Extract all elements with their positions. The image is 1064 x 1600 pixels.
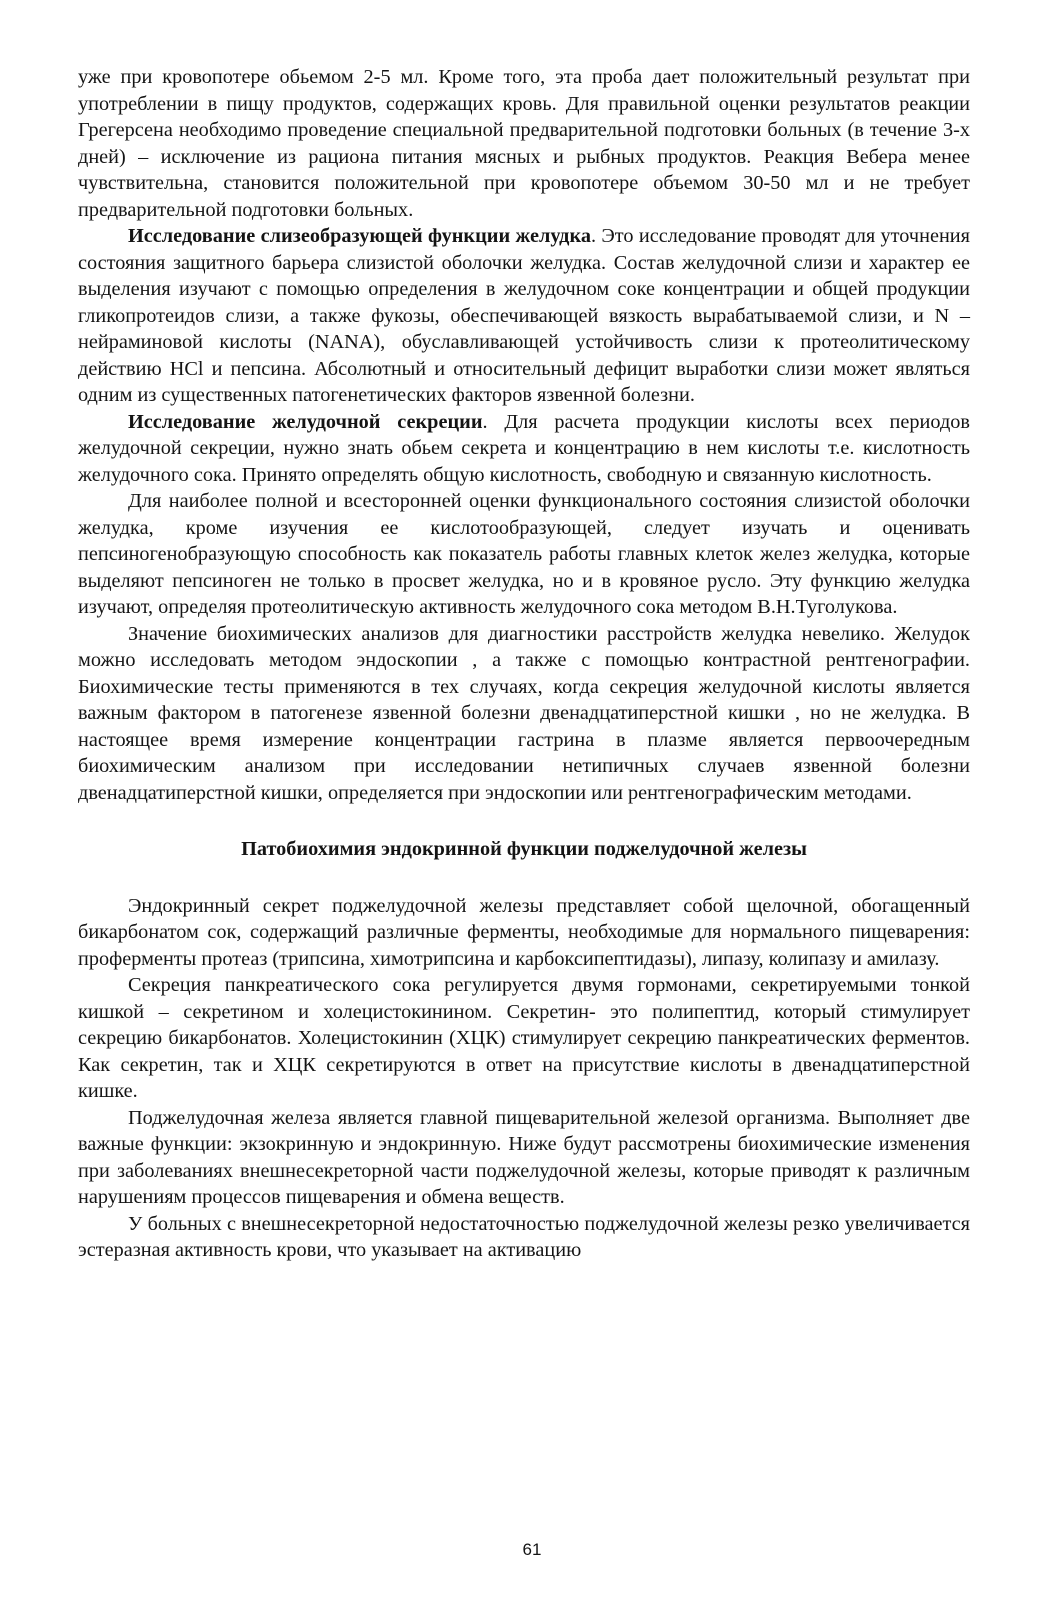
paragraph: Исследование желудочной секреции. Для расчета продукции кислоты всех периодов желудочной секреции, нужно знать обьем секрета и концентрацию в нем кислоты т.е. кислотность желудочного сока. Принято определять общую кислотность, свободную и связанную кислотность. (78, 410, 970, 486)
page-number: 61 (522, 1540, 542, 1559)
paragraph: У больных с внешнесекреторной недостаточностью поджелудочной железы резко увеличивается эстеразная активность крови, что указывает на активацию (78, 1212, 970, 1261)
paragraph-lead: Исследование слизеобразующей функции желудка (128, 225, 591, 247)
paragraph: Эндокринный секрет поджелудочной железы представляет собой щелочной, обогащенный бикарбонатом сок, содержащий различные ферменты, необходимые для нормального пищеварения: проферменты протеаз (трипсина, химотрипсина и карбоксипептидазы), липазу, колипазу и амилазу. (78, 894, 970, 970)
paragraph-lead: Исследование желудочной секреции (128, 410, 483, 433)
paragraph: уже при кровопотере обьемом 2-5 мл. Кроме того, эта проба дает положительный результат при употреблении в пищу продуктов, содержащих кровь. Для правильной оценки результатов реакции Грегерсена необходимо проведение специальной предварительной подготовки больных (в течение 3-х дней) – исключение из рациона питания мясных и рыбных продуктов. Реакция Вебера менее чувствительна, становится положительной при кровопотере объемом 30-50 мл и не требует предварительной подготовки больных. (78, 66, 970, 221)
section-heading: Патобиохимия эндокринной функции поджелудочной железы (241, 838, 807, 860)
paragraph: Поджелудочная железа является главной пищеварительной железой организма. Выполняет две важные функции: экзокринную и эндокринную. Ниже будут рассмотрены биохимические изменения при заболеваниях внешнесекреторной части поджелудочной железы, которые приводят к различным нарушениям процессов пищеварения и обмена веществ. (78, 1106, 970, 1208)
paragraph: Секреция панкреатического сока регулируется двумя гормонами, секретируемыми тонкой кишкой – секретином и холецистокинином. Секретин- это полипептид, который стимулирует секрецию бикарбонатов. Холецистокинин (ХЦК) стимулирует секрецию панкреатических ферментов. Как секретин, так и ХЦК секретируются в ответ на присутствие кислоты в двенадцатиперстной кишке. (78, 974, 970, 1102)
paragraph: Исследование слизеобразующей функции желудка. Это исследование проводят для уточнения состояния защитного барьера слизистой оболочки желудка. Состав желудочной слизи и характер ее выделения изучают с помощью определения в желудочном соке концентрации и общей продукции гликопротеидов слизи, а также фукозы, обеспечивающей вязкость вырабатываемой слизи, и N – нейраминовой кислоты (NANA), обуславливающей устойчивость слизи к протеолитическому действию HCl и пепсина. Абсолютный и относительный дефицит выработки слизи может являться одним из существенных патогенетических факторов язвенной болезни. (78, 225, 970, 406)
paragraph: Значение биохимических анализов для диагностики расстройств желудка невелико. Желудок можно исследовать методом эндоскопии , а также с помощью контрастной рентгенографии. Биохимические тесты применяются в тех случаях, когда секреция желудочной кислоты является важным фактором в патогенезе язвенной болезни двенадцатиперстной кишки , но не желудка. В настоящее время измерение концентрации гастрина в плазме является первоочередным биохимическим анализом при исследовании нетипичных случаев язвенной болезни двенадцатиперстной кишки, определяется при эндоскопии или рентгенографическим методами. (78, 622, 970, 804)
document-page (78, 64, 970, 1264)
paragraph: Для наиболее полной и всесторонней оценки функционального состояния слизистой оболочки желудка, кроме изучения ее кислотообразующей, следует изучать и оценивать пепсиногенобразующую способность как показатель работы главных клеток желез желудка, которые выделяют пепсиноген не только в просвет желудка, но и в кровяное русло. Эту функцию желудка изучают, определяя протеолитическую активность желудочного сока методом В.Н.Туголукова. (78, 490, 970, 618)
